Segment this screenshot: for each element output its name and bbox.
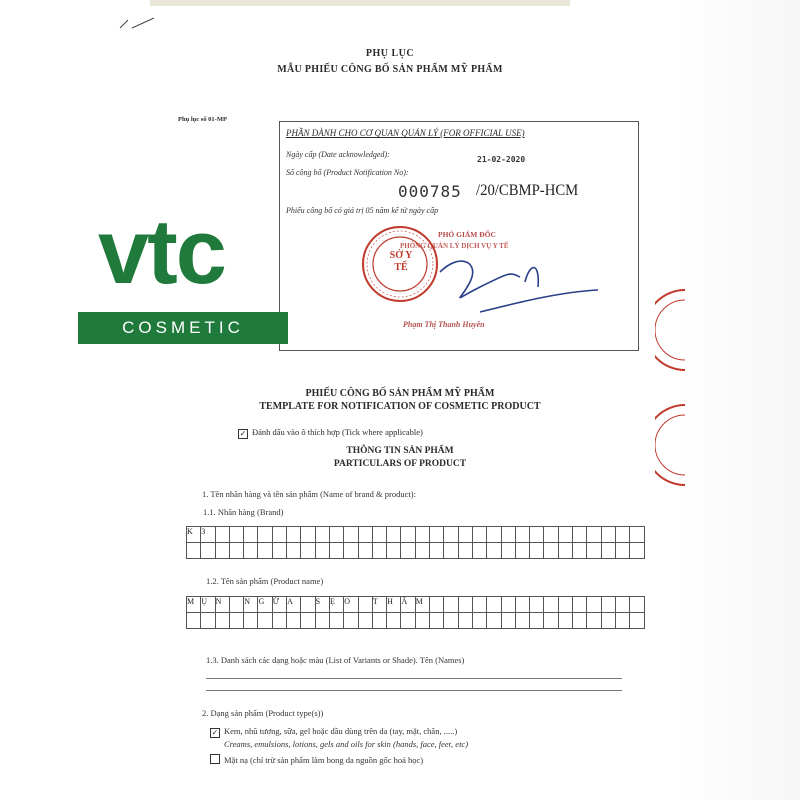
grid-cell bbox=[229, 597, 243, 613]
official-use-box bbox=[279, 121, 639, 351]
grid-cell bbox=[472, 613, 486, 629]
grid-cell bbox=[258, 543, 272, 559]
grid-cell bbox=[515, 597, 529, 613]
grid-cell bbox=[415, 527, 429, 543]
grid-cell bbox=[358, 597, 372, 613]
grid-cell bbox=[329, 613, 343, 629]
grid-cell bbox=[444, 613, 458, 629]
brand-grid bbox=[186, 526, 645, 559]
date-value: 21-02-2020 bbox=[477, 155, 526, 164]
option-creams-en: Creams, emulsions, lotions, gels and oils for skin (hands, face, feet, etc) bbox=[224, 739, 469, 749]
grid-cell bbox=[515, 543, 529, 559]
grid-cell bbox=[301, 613, 315, 629]
grid-cell bbox=[329, 527, 343, 543]
grid-cell bbox=[458, 543, 472, 559]
scan-top-strip bbox=[150, 0, 570, 6]
grid-cell bbox=[215, 543, 229, 559]
grid-cell bbox=[458, 597, 472, 613]
grid-cell bbox=[587, 543, 601, 559]
grid-cell bbox=[430, 597, 444, 613]
grid-cell bbox=[515, 613, 529, 629]
signer-name: Phạm Thị Thanh Huyền bbox=[403, 320, 485, 329]
grid-cell bbox=[458, 613, 472, 629]
grid-cell: 3 bbox=[201, 527, 215, 543]
grid-row bbox=[187, 613, 645, 629]
product-type-option-mask bbox=[210, 753, 423, 765]
grid-cell bbox=[601, 597, 615, 613]
grid-cell bbox=[201, 543, 215, 559]
grid-cell bbox=[615, 597, 629, 613]
notification-number-suffix: /20/CBMP-HCM bbox=[476, 182, 579, 199]
question-2: 2. Dạng sản phẩm (Product type(s)) bbox=[202, 708, 324, 718]
checkbox-checked-icon: ✓ bbox=[239, 429, 247, 438]
grid-cell bbox=[630, 597, 644, 613]
notification-title-vi: PHIẾU CÔNG BỐ SẢN PHẨM MỸ PHẨM bbox=[305, 388, 495, 399]
grid-cell bbox=[601, 527, 615, 543]
question-1-1: 1.1. Nhãn hàng (Brand) bbox=[203, 507, 284, 517]
grid-cell bbox=[444, 543, 458, 559]
grid-cell bbox=[573, 613, 587, 629]
option-creams-vi: Kem, nhũ tương, sữa, gel hoặc dầu dùng trên da (tay, mặt, chân, .....) bbox=[224, 726, 458, 736]
grid-cell bbox=[229, 543, 243, 559]
grid-cell bbox=[430, 613, 444, 629]
grid-row bbox=[187, 543, 645, 559]
checkbox-checked-icon: ✓ bbox=[211, 728, 219, 737]
grid-cell bbox=[544, 597, 558, 613]
grid-cell: M bbox=[187, 597, 201, 613]
grid-cell bbox=[558, 543, 572, 559]
form-title: MẪU PHIẾU CÔNG BỐ SẢN PHẨM MỸ PHẨM bbox=[277, 64, 503, 75]
grid-cell bbox=[301, 597, 315, 613]
grid-cell bbox=[401, 543, 415, 559]
grid-cell bbox=[415, 543, 429, 559]
grid-cell: T bbox=[372, 597, 386, 613]
grid-cell: K bbox=[187, 527, 201, 543]
grid-cell bbox=[501, 613, 515, 629]
grid-cell bbox=[258, 527, 272, 543]
grid-cell bbox=[287, 543, 301, 559]
grid-cell bbox=[630, 543, 644, 559]
grid-cell bbox=[358, 543, 372, 559]
checkbox-empty-icon bbox=[210, 754, 220, 764]
grid-cell: G bbox=[258, 597, 272, 613]
grid-cell bbox=[215, 613, 229, 629]
grid-cell bbox=[544, 543, 558, 559]
grid-cell bbox=[415, 613, 429, 629]
grid-cell bbox=[272, 527, 286, 543]
grid-cell bbox=[187, 543, 201, 559]
grid-cell bbox=[372, 543, 386, 559]
section-title-en: PARTICULARS OF PRODUCT bbox=[333, 459, 467, 469]
grid-cell bbox=[544, 613, 558, 629]
grid-cell bbox=[430, 527, 444, 543]
grid-cell bbox=[587, 597, 601, 613]
grid-cell bbox=[387, 543, 401, 559]
grid-cell bbox=[401, 527, 415, 543]
grid-cell bbox=[315, 613, 329, 629]
variant-line bbox=[206, 678, 622, 679]
grid-cell bbox=[487, 597, 501, 613]
page-edge-shadow bbox=[680, 0, 800, 800]
validity-note: Phiếu công bố có giá trị 05 năm kể từ ngày cấp bbox=[286, 206, 439, 215]
grid-cell bbox=[573, 527, 587, 543]
grid-cell bbox=[201, 613, 215, 629]
variant-line bbox=[206, 690, 622, 691]
grid-cell bbox=[229, 527, 243, 543]
logo-tagline: COSMETIC bbox=[78, 312, 288, 344]
grid-cell bbox=[573, 543, 587, 559]
grid-cell: N bbox=[244, 597, 258, 613]
grid-cell bbox=[530, 543, 544, 559]
grid-cell bbox=[344, 613, 358, 629]
grid-cell bbox=[501, 543, 515, 559]
grid-cell: N bbox=[215, 597, 229, 613]
grid-cell bbox=[487, 613, 501, 629]
grid-cell bbox=[615, 613, 629, 629]
grid-cell bbox=[530, 597, 544, 613]
grid-cell bbox=[544, 527, 558, 543]
grid-cell bbox=[601, 613, 615, 629]
seal-text: SỞ Y TẾ bbox=[389, 250, 413, 273]
grid-cell bbox=[530, 613, 544, 629]
question-1: 1. Tên nhãn hàng và tên sản phẩm (Name of brand & product): bbox=[202, 489, 416, 499]
grid-cell: Ụ bbox=[201, 597, 215, 613]
grid-cell bbox=[215, 527, 229, 543]
grid-cell bbox=[229, 613, 243, 629]
grid-cell: H bbox=[387, 597, 401, 613]
grid-cell bbox=[387, 613, 401, 629]
grid-cell bbox=[501, 527, 515, 543]
grid-cell bbox=[244, 543, 258, 559]
grid-cell bbox=[344, 543, 358, 559]
grid-cell bbox=[272, 613, 286, 629]
grid-cell bbox=[487, 527, 501, 543]
grid-cell bbox=[187, 613, 201, 629]
grid-cell bbox=[301, 543, 315, 559]
grid-cell bbox=[558, 527, 572, 543]
grid-cell bbox=[615, 543, 629, 559]
grid-row bbox=[187, 597, 645, 613]
grid-cell bbox=[401, 613, 415, 629]
grid-cell bbox=[530, 527, 544, 543]
option-mask-vi: Mặt nạ (chỉ trừ sản phẩm làm bong da nguồn gốc hoá học) bbox=[224, 755, 424, 765]
logo-wordmark: vtc bbox=[98, 201, 225, 303]
grid-cell bbox=[272, 543, 286, 559]
grid-cell bbox=[358, 613, 372, 629]
notification-number-label: Số công bố (Product Notification No): bbox=[286, 168, 409, 177]
grid-cell bbox=[315, 543, 329, 559]
question-1-2: 1.2. Tên sản phẩm (Product name) bbox=[206, 576, 324, 586]
grid-cell: Ừ bbox=[272, 597, 286, 613]
signature-icon bbox=[420, 242, 600, 322]
grid-cell bbox=[372, 613, 386, 629]
grid-cell bbox=[301, 527, 315, 543]
grid-cell bbox=[358, 527, 372, 543]
tick-note bbox=[238, 427, 423, 438]
grid-cell: A bbox=[287, 597, 301, 613]
grid-cell bbox=[430, 543, 444, 559]
official-use-heading: PHẦN DÀNH CHO CƠ QUAN QUẢN LÝ (FOR OFFICIAL USE) bbox=[286, 128, 525, 138]
product-name-grid bbox=[186, 596, 645, 629]
grid-cell bbox=[630, 527, 644, 543]
grid-cell: M bbox=[415, 597, 429, 613]
grid-cell bbox=[372, 527, 386, 543]
grid-cell bbox=[558, 597, 572, 613]
grid-cell bbox=[329, 543, 343, 559]
appendix-number: Phụ lục số 01-MP bbox=[178, 116, 227, 123]
tick-note-text: Đánh dấu vào ô thích hợp (Tick where applicable) bbox=[252, 427, 423, 437]
grid-cell bbox=[315, 527, 329, 543]
partial-seal-icon bbox=[655, 400, 685, 490]
grid-cell bbox=[244, 527, 258, 543]
grid-cell bbox=[472, 597, 486, 613]
signer-department: PHÒNG QUẢN LÝ DỊCH VỤ Y TẾ bbox=[400, 242, 509, 250]
grid-cell bbox=[287, 613, 301, 629]
question-1-3: 1.3. Danh sách các dạng hoặc màu (List of Variants or Shade). Tên (Names) bbox=[206, 655, 465, 665]
grid-cell bbox=[472, 543, 486, 559]
partial-seal-icon bbox=[655, 285, 685, 375]
grid-cell bbox=[444, 527, 458, 543]
notification-title-en: TEMPLATE FOR NOTIFICATION OF COSMETIC PRODUCT bbox=[259, 401, 541, 412]
grid-cell bbox=[387, 527, 401, 543]
grid-cell bbox=[558, 613, 572, 629]
grid-cell bbox=[344, 527, 358, 543]
grid-cell: O bbox=[344, 597, 358, 613]
grid-cell bbox=[472, 527, 486, 543]
grid-row bbox=[187, 527, 645, 543]
grid-cell bbox=[258, 613, 272, 629]
notification-number: 000785 bbox=[398, 182, 462, 201]
grid-cell bbox=[458, 527, 472, 543]
signer-title: PHÓ GIÁM ĐỐC bbox=[438, 230, 496, 239]
grid-cell bbox=[444, 597, 458, 613]
grid-cell bbox=[601, 543, 615, 559]
date-label: Ngày cấp (Date acknowledged): bbox=[286, 150, 390, 159]
grid-cell: Â bbox=[401, 597, 415, 613]
product-type-option-creams bbox=[210, 726, 457, 737]
grid-cell bbox=[501, 597, 515, 613]
pen-scribble bbox=[118, 14, 158, 34]
grid-cell bbox=[515, 527, 529, 543]
appendix-title: PHỤ LỤC bbox=[365, 48, 415, 59]
grid-cell bbox=[587, 527, 601, 543]
grid-cell bbox=[244, 613, 258, 629]
grid-cell bbox=[587, 613, 601, 629]
grid-cell: Ẹ bbox=[329, 597, 343, 613]
grid-cell bbox=[630, 613, 644, 629]
grid-cell bbox=[287, 527, 301, 543]
grid-cell: S bbox=[315, 597, 329, 613]
grid-cell bbox=[487, 543, 501, 559]
section-title-vi: THÔNG TIN SẢN PHẨM bbox=[346, 446, 454, 456]
grid-cell bbox=[615, 527, 629, 543]
grid-cell bbox=[573, 597, 587, 613]
